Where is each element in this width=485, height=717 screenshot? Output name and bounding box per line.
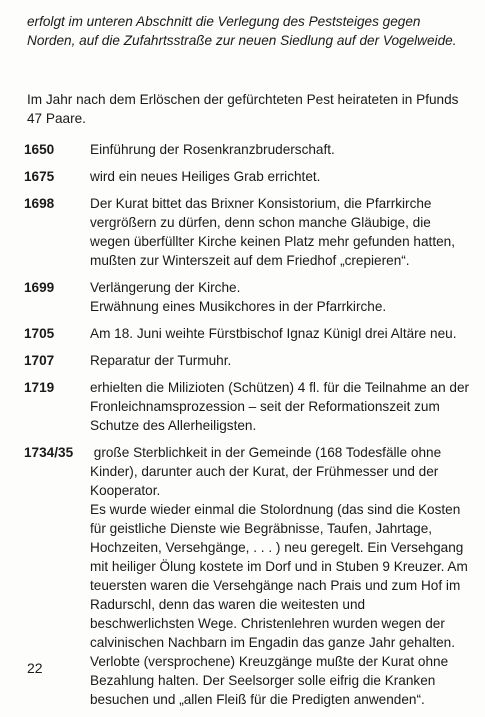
entry-text: Verlängerung der Kirche. Erwähnung eines Musikchores in der Pfarrkirche. (90, 280, 387, 314)
chronicle-entry (24, 443, 470, 709)
entry-text-first-line: große Sterblichkeit in der Gemeinde (168 Todesfälle ohne (93, 445, 442, 460)
chronicle-entry (24, 378, 470, 435)
chronicle-entry (24, 140, 470, 159)
entry-year: 1707 (24, 353, 55, 368)
chronicle-entry (24, 351, 470, 370)
entry-year: 1699 (24, 280, 55, 295)
chronicle-entry (24, 194, 470, 270)
entry-year: 1675 (24, 169, 55, 184)
entry-year: 1719 (24, 380, 55, 395)
entry-text: Kinder), darunter auch der Kurat, der Frühmesser und der Kooperator. Es wurde wieder einmal die Stolordnung (das sind die Kosten für geistliche Dienste wie Begräbnisse, Taufen, Jahrtage, Hochzeiten, Versehgänge, . . . ) neu geregelt. Ein Versehgang mit heiliger Ölung kostete im Dorf und in Stuben 9 Kreuzer. Am teuersten waren die Versehgänge nach Prais und zum Hof im Radurschl, denn das waren die weitesten und beschwerlichsten Wege. Christenlehren wurden wegen der calvinischen Nachbarn im Engadin das ganze Jahr gehalten. Verlobte (versprochene) Kreuzgänge mußte der Kurat ohne Bezahlung halten. Der Seelsorger solle eifrig die Kranken besuchen und „allen Fleiß für die Predigten anwenden“. (90, 464, 468, 707)
entry-year: 1698 (24, 196, 55, 211)
chronicle-entry (24, 278, 470, 316)
entry-text: Einführung der Rosenkranzbruderschaft. (90, 142, 335, 157)
entry-year: 1705 (24, 326, 55, 341)
page-number: 22 (27, 660, 43, 676)
entry-text: wird ein neues Heiliges Grab errichtet. (90, 169, 321, 184)
chronicle-entry (24, 324, 470, 343)
intro-text: erfolgt im unteren Abschnitt die Verlegung des Peststeiges gegen Norden, auf die Zufahrtsstraße zur neuen Siedlung auf der Vogelweide. (27, 14, 457, 48)
entry-year: 1650 (24, 142, 55, 157)
entry-year: 1734/35 (24, 445, 74, 460)
entry-text: Reparatur der Turmuhr. (90, 353, 232, 368)
chronicle-entries (24, 140, 470, 717)
entry-text: Am 18. Juni weihte Fürstbischof Ignaz Künigl drei Altäre neu. (90, 326, 457, 341)
entry-text: erhielten die Milizioten (Schützen) 4 fl. für die Teilnahme an der Fronleichnamsprozession – seit der Reformationszeit zum Schutze des Allerheiligsten. (90, 380, 470, 433)
entry-text: Der Kurat bittet das Brixner Konsistorium, die Pfarrkirche vergrößern zu dürfen, denn schon manche Gläubige, die wegen überfüllter Kirche keinen Platz mehr gefunden hatten, mußten zur Winterszeit auf dem Friedhof „crepieren“. (90, 196, 455, 268)
chronicle-entry (24, 167, 470, 186)
paragraph-text: Im Jahr nach dem Erlöschen der gefürchteten Pest heirateten in Pfunds 47 Paare. (27, 92, 459, 126)
